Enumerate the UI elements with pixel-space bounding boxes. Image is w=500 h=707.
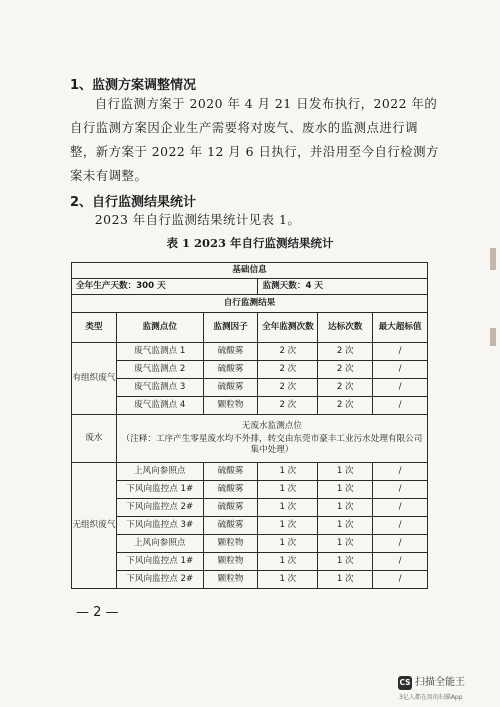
column-header: 监测点位 — [116, 313, 203, 343]
table-row — [72, 463, 428, 481]
table-cell: / — [373, 463, 428, 481]
table-cell: / — [373, 499, 428, 517]
table-cell: 下风向监控点 1# — [116, 553, 203, 571]
wastewater-note-line: 无废水监测点位 — [241, 421, 303, 432]
table-cell: 1 次 — [318, 553, 373, 571]
table-cell: / — [373, 553, 428, 571]
table-row — [72, 499, 428, 517]
table-caption: 表 1 2023 年自行监测结果统计 — [166, 236, 334, 250]
production-days-cell: 全年生产天数：300 天 — [72, 279, 258, 295]
table-cell: 硫酸雾 — [203, 463, 258, 481]
table-cell: 1 次 — [258, 535, 318, 553]
scan-edge-mark — [490, 248, 496, 270]
table-cell: 1 次 — [258, 571, 318, 589]
table-cell: 1 次 — [258, 553, 318, 571]
table-cell: 废气监测点 3 — [116, 379, 203, 397]
column-header: 全年监测次数 — [258, 313, 318, 343]
table-cell: 下风向监控点 2# — [116, 571, 203, 589]
table-cell: 废气监测点 1 — [116, 343, 203, 361]
table-cell: 硫酸雾 — [203, 361, 258, 379]
table-cell: 2 次 — [318, 397, 373, 415]
table-row — [72, 571, 428, 589]
table-cell: 2 次 — [318, 361, 373, 379]
table-cell: 下风向监控点 2# — [116, 499, 203, 517]
table-cell: / — [373, 343, 428, 361]
section-2-heading: 2、自行监测结果统计 — [70, 195, 197, 210]
type-cell: 废水 — [72, 415, 117, 463]
type-cell: 无组织废气 — [72, 463, 117, 589]
table-cell: 下风向监控点 3# — [116, 517, 203, 535]
table-row — [72, 343, 428, 361]
table-cell: 1 次 — [258, 463, 318, 481]
basic-info-header: 基础信息 — [72, 263, 428, 279]
watermark-app-name: 扫描全能王 — [415, 677, 465, 688]
table-cell: 1 次 — [318, 481, 373, 499]
table-cell: 1 次 — [318, 571, 373, 589]
table-cell: 2 次 — [258, 397, 318, 415]
table-cell: / — [373, 361, 428, 379]
table-cell: 2 次 — [318, 379, 373, 397]
table-cell: 硫酸雾 — [203, 517, 258, 535]
table-cell: 硫酸雾 — [203, 379, 258, 397]
table-cell: / — [373, 379, 428, 397]
table-cell: / — [373, 397, 428, 415]
table-row — [72, 361, 428, 379]
table-cell: 2 次 — [258, 379, 318, 397]
table-row — [72, 553, 428, 571]
page-number: — 2 — — [76, 605, 119, 620]
column-header: 最大超标值 — [373, 313, 428, 343]
table-cell: / — [373, 481, 428, 499]
column-header: 类型 — [72, 313, 117, 343]
table-row — [72, 379, 428, 397]
section-1-heading: 1、监测方案调整情况 — [70, 78, 197, 93]
column-header: 监测因子 — [203, 313, 258, 343]
monitoring-days-cell: 监测天数：4 天 — [258, 279, 428, 295]
results-header: 自行监测结果 — [72, 295, 428, 313]
wastewater-note-cell — [116, 415, 427, 463]
table-header-row — [72, 313, 428, 343]
table-cell: 上风向参照点 — [116, 463, 203, 481]
table-cell: 颗粒物 — [203, 535, 258, 553]
table-cell: 颗粒物 — [203, 571, 258, 589]
table-cell: 2 次 — [258, 343, 318, 361]
table-cell: 颗粒物 — [203, 397, 258, 415]
table-row — [72, 415, 428, 463]
table-cell: 上风向参照点 — [116, 535, 203, 553]
table-cell: 硫酸雾 — [203, 481, 258, 499]
table-row — [72, 397, 428, 415]
table-cell: / — [373, 571, 428, 589]
section-1-paragraph: 自行监测方案于 2020 年 4 月 21 日发布执行，2022 年的自行监测方案因企业生产需要将对废气、废水的监测点进行调整，新方案于 2022 年 12 月 6 日执行，并沿用至今自行检测方案未有调整。 — [70, 96, 439, 183]
table-cell: 1 次 — [258, 481, 318, 499]
table-cell: 1 次 — [258, 517, 318, 535]
table-cell: 1 次 — [318, 463, 373, 481]
table-row — [72, 295, 428, 313]
table-cell: 1 次 — [318, 499, 373, 517]
camscanner-logo-icon: CS — [398, 676, 412, 690]
monitoring-results-table — [71, 262, 428, 589]
table-cell: 硫酸雾 — [203, 343, 258, 361]
table-row — [72, 517, 428, 535]
table-cell: / — [373, 535, 428, 553]
table-cell: 1 次 — [258, 499, 318, 517]
scan-edge-mark — [490, 328, 496, 346]
table-cell: 废气监测点 2 — [116, 361, 203, 379]
wastewater-note-line: （注释：工序产生零星废水均不外排，转交由东莞市豪丰工业污水处理有限公司集中处理） — [121, 434, 423, 455]
watermark-tagline: 3亿人都在用的扫描App — [399, 694, 463, 701]
table-cell: 废气监测点 4 — [116, 397, 203, 415]
table-row — [72, 481, 428, 499]
table-cell: 2 次 — [318, 343, 373, 361]
table-row — [72, 279, 428, 295]
scanner-watermark — [398, 676, 496, 704]
table-cell: 1 次 — [318, 517, 373, 535]
table-cell: 颗粒物 — [203, 553, 258, 571]
table-cell: / — [373, 517, 428, 535]
table-row — [72, 263, 428, 279]
type-cell: 有组织废气 — [72, 343, 117, 415]
table-cell: 2 次 — [258, 361, 318, 379]
table-cell: 下风向监控点 1# — [116, 481, 203, 499]
table-row — [72, 535, 428, 553]
column-header: 达标次数 — [318, 313, 373, 343]
table-cell: 硫酸雾 — [203, 499, 258, 517]
section-2-paragraph: 2023 年自行监测结果统计见表 1。 — [94, 212, 301, 227]
table-cell: 1 次 — [318, 535, 373, 553]
